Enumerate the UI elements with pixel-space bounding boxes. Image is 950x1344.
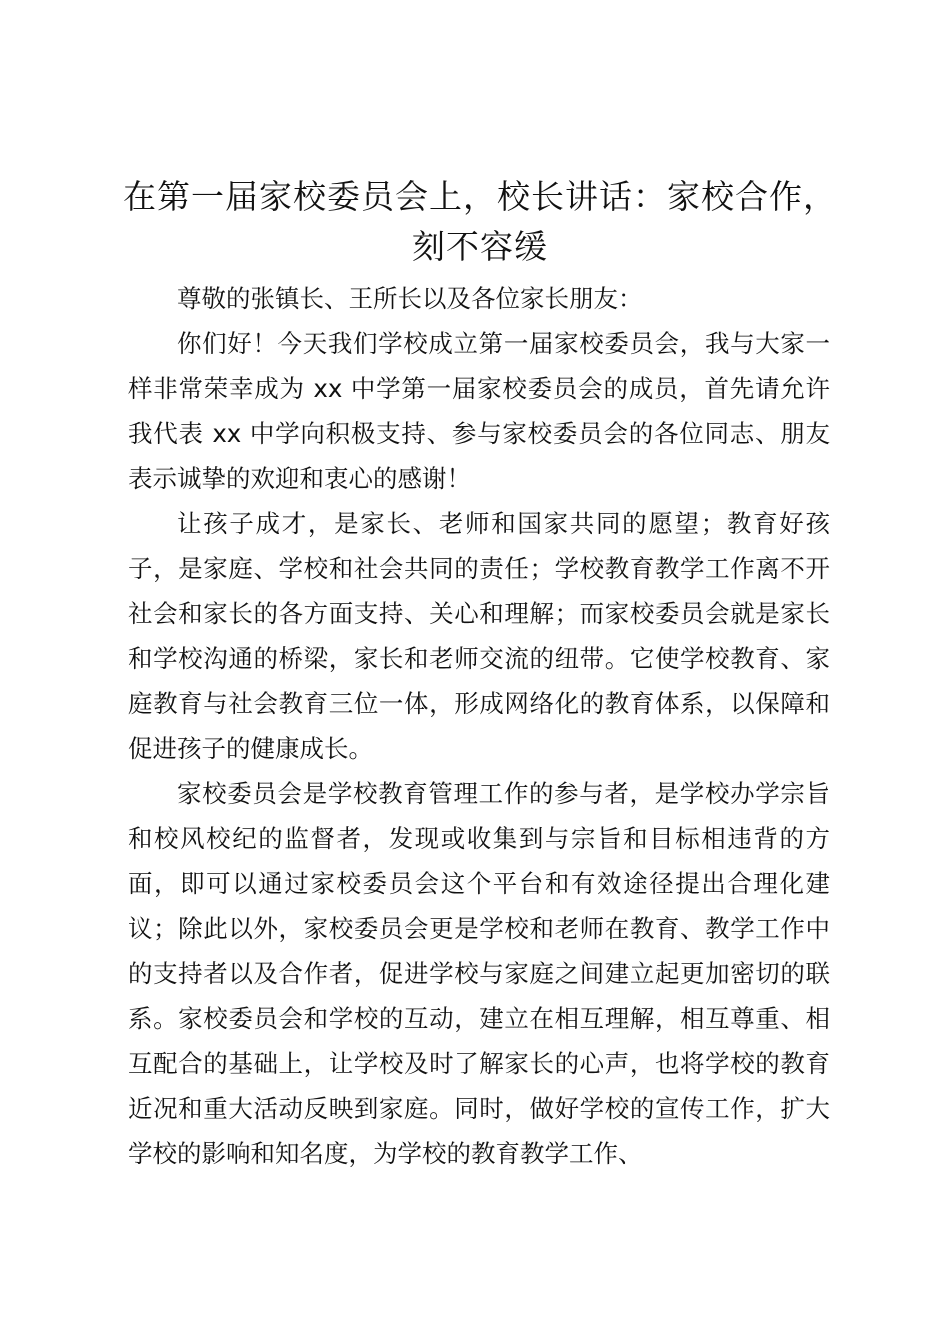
salutation-paragraph: 尊敬的张镇长、王所长以及各位家长朋友： [177,284,643,313]
body-paragraph: 你们好！今天我们学校成立第一届家校委员会，我与大家一样非常荣幸成为 xx 中学第一届家校委员会的成员，首先请允许我代表 xx 中学向积极支持、参与家校委员会的各位同志、朋友表示诚挚的欢迎和衷心的感谢！ [128,329,830,493]
document-body [128,276,830,1176]
title-line-1: 在第一届家校委员会上，校长讲话：家校合作， [123,177,837,216]
document-title [110,172,850,272]
body-paragraph: 家校委员会是学校教育管理工作的参与者，是学校办学宗旨和校风校纪的监督者，发现或收集到与宗旨和目标相违背的方面，即可以通过家校委员会这个平台和有效途径提出合理化建议；除此以外，家校委员会更是学校和老师在教育、教学工作中的支持者以及合作者，促进学校与家庭之间建立起更加密切的联系。家校委员会和学校的互动，建立在相互理解，相互尊重、相互配合的基础上，让学校及时了解家长的心声，也将学校的教育近况和重大活动反映到家庭。同时，做好学校的宣传工作，扩大学校的影响和知名度，为学校的教育教学工作、 [128,779,830,1168]
title-line-2: 刻不容缓 [412,227,548,266]
body-paragraph: 让孩子成才，是家长、老师和国家共同的愿望；教育好孩子，是家庭、学校和社会共同的责任；学校教育教学工作离不开社会和家长的各方面支持、关心和理解；而家校委员会就是家长和学校沟通的桥梁，家长和老师交流的纽带。它使学校教育、家庭教育与社会教育三位一体，形成网络化的教育体系，以保障和促进孩子的健康成长。 [128,509,830,763]
